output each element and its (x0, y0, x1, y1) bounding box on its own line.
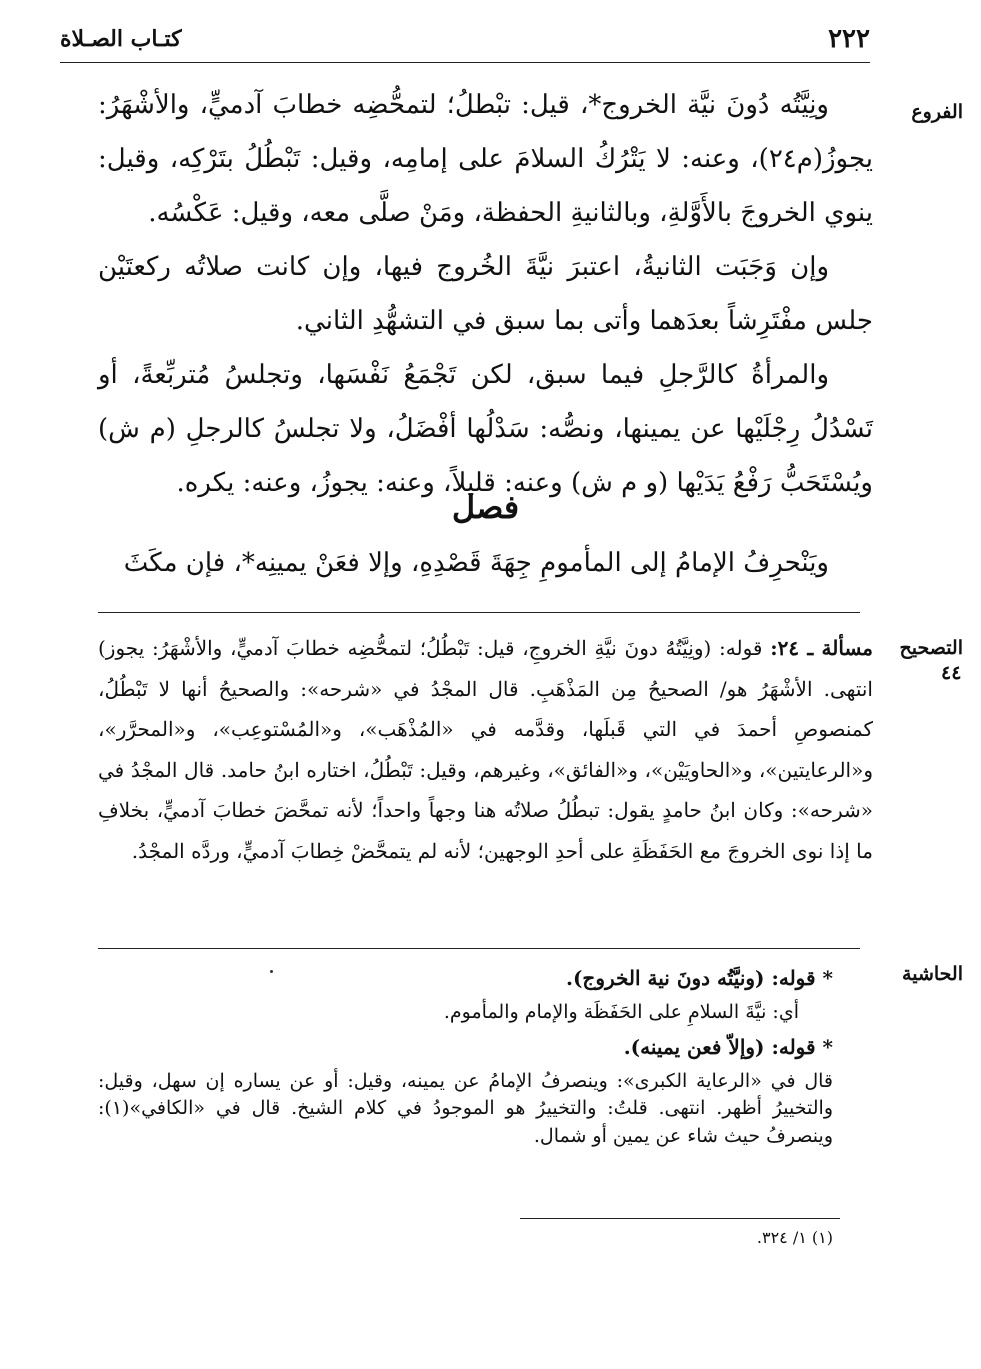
main-paragraph: والمرأةُ كالرَّجلِ فيما سبق، لكن تَجْمَعُ نَفْسَها، وتجلسُ مُتربِّعةً، أو تَسْدُلُ رِجْلَيْها عن يمينها، ونصُّه: سَدْلُها أفْضَلُ، ولا تجلسُ كالرجلِ (م ش) ويُسْتَحَبُّ رَفْعُ يَدَيْها (و م ش) وعنه: قليلاً، وعنه: يجوزُ، وعنه: يكره. (98, 360, 873, 498)
main-last-line: ويَنْحرِفُ الإمامُ إلى المأمومِ جِهَةَ قَصْدِهِ، وإلا فعَنْ يمينِه*، فإن مكَثَ (123, 548, 829, 578)
margin-label-hashiya: الحاشية (902, 963, 963, 985)
hashiya-text (98, 964, 833, 1156)
hashiya-quote: * قوله: (وإلاّ فعن يمينه). (623, 1034, 833, 1059)
main-paragraph: ونِيَّتُه دُونَ نيَّة الخروج*، قيل: تبْطلُ؛ لتمحُّضِه خطابَ آدميٍّ، والأشْهَرُ: يجوزُ(م٢٤)، وعنه: لا يَتْرُكُ السلامَ على إمامِه، وقيل: تَبْطُلُ بتَرْكِه، وقيل: ينوي الخروجَ بالأَوَّلةِ، وبالثانيةِ الحفظة، ومَنْ صلَّى معه، وقيل: عَكْسُه. (98, 90, 873, 228)
tashih-body: قوله: (ونِيَّتُهُ دونَ نيَّةِ الخروجِ، قيل: تَبْطُلُ؛ لتمحُّضِه خطابَ آدميٍّ، والأشْهَرُ: يجوز) انتهى. الأشْهَرُ هو/ الصحيحُ مِن المَذْهَبِ. قال المجْدُ في «شرحه»: والصحيحُ أنها لا تَبْطُلُ، كمنصوصِ أحمدَ في التي قَبلَها، وقدَّمه في «المُذْهَب»، و«المُسْتوعِب»، و«المحرَّر»، و«الرعايتين»، و«الحاويَيْن»، و«الفائق»، وغيرهم، وقيل: تَبْطُلُ، اختاره ابنُ حامد. قال المجْدُ في «شرحه»: وكان ابنُ حامدٍ يقول: تبطُلُ صلاتُه هنا وجهاً واحداً؛ لأنه تمحَّضَ خطابَ آدميٍّ، بخلافِ ما إذا نوى الخروجَ مع الحَفَظَةِ على أحدِ الوجهين؛ لأنه لم يتمحَّضْ خِطابَ آدميٍّ، وردَّه المجْدُ. (98, 636, 873, 863)
hashiya-quote: * قوله: (ونيَّتُه دونَ نية الخروج). (565, 966, 833, 990)
divider-tashih (98, 612, 860, 613)
margin-label-tashih (899, 636, 963, 685)
hashiya-comment: قال في «الرعاية الكبرى»: وينصرفُ الإمامُ عن يمينه، وقيل: أو عن يساره إن سهل، وقيل: والتخييرُ أظهر. انتهى. قلتُ: والتخييرُ هو الموجودُ في كلام الشيخ. قال في «الكافي»(١): وينصرفُ حيث شاء عن يمين أو شمال. (98, 1069, 833, 1147)
page-number: ٢٢٢ (828, 24, 870, 54)
section-heading: فصل (451, 488, 520, 526)
margin-label-furu: الفروع (911, 101, 963, 123)
tashih-lead: مسألة ـ ٢٤: (770, 636, 874, 660)
running-header (60, 22, 870, 63)
main-text (98, 78, 873, 510)
tashih-number: ٤٤ (941, 661, 962, 684)
tashih-label: التصحيح (899, 637, 963, 659)
footnote-rule (520, 1218, 840, 1219)
footnote: (١) ١/ ٣٢٤. (756, 1228, 833, 1247)
main-paragraph: وإن وَجَبَت الثانيةُ، اعتبرَ نيَّةَ الخُروج فيها، وإن كانت صلاتُه ركعتَيْن جلس مفْتَرِشاً بعدَهما وأتى بما سبق في التشهُّدِ الثاني. (98, 252, 873, 336)
hashiya-comment: أي: نيَّةَ السلامِ على الحَفَظَة والإمام والمأموم. (443, 1001, 799, 1023)
divider-hashiya (98, 948, 860, 949)
tashih-text (98, 628, 873, 871)
book-title: كتـاب الصـلاة (60, 26, 182, 52)
